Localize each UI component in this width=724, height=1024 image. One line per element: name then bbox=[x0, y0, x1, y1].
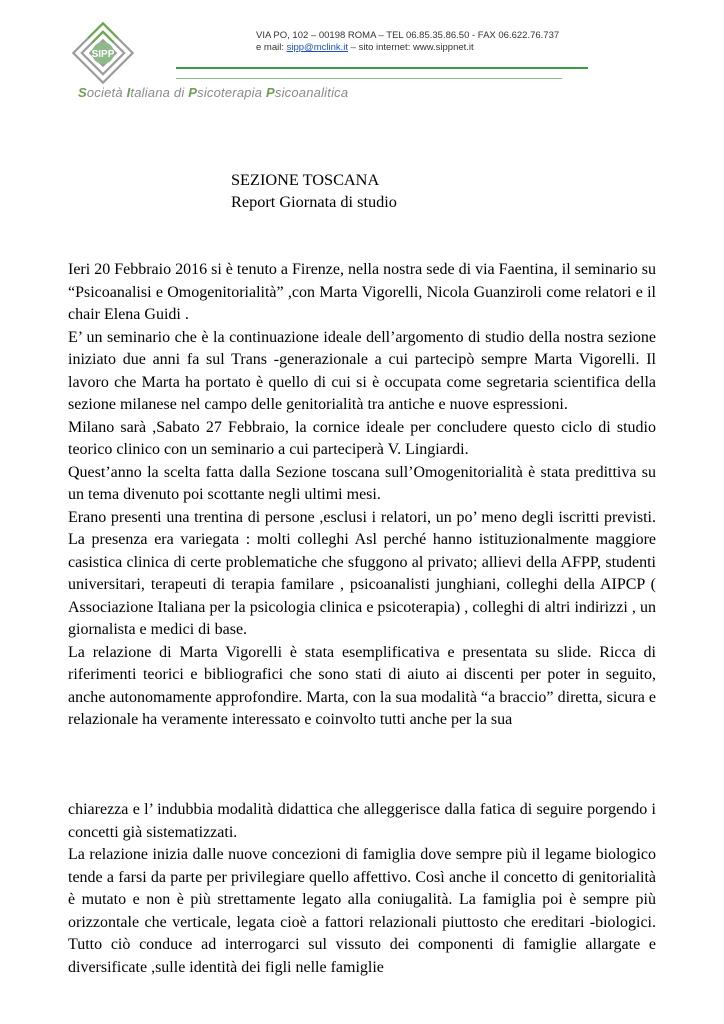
society-initial-p1: P bbox=[188, 85, 198, 100]
society-initial-s: S bbox=[78, 85, 87, 100]
society-initial-i: I bbox=[126, 85, 131, 100]
society-initial-p2: P bbox=[266, 85, 275, 100]
paragraph: Milano sarà ,Sabato 27 Febbraio, la cornice ideale per concludere questo ciclo di studio teorico clinico con un seminario a cui parteciperà V. Lingiardi. bbox=[68, 418, 656, 458]
body-text-continued bbox=[68, 799, 656, 979]
paragraph: Ieri 20 Febbraio 2016 si è tenuto a Firenze, nella nostra sede di via Faentina, il seminario su “Psicoanalisi e Omogenitorialità” ,con Marta Vigorelli, Nicola Guanziroli come relatori e il chair Elena Guidi . bbox=[68, 261, 656, 323]
society-word-2: taliana di bbox=[130, 85, 189, 100]
header-address bbox=[256, 30, 559, 54]
society-word-1: ocietà bbox=[86, 85, 127, 100]
paragraph: Quest’anno la scelta fatta dalla Sezione toscana sull’Omogenitorialità è stata predittiva su un tema divenuto poi scottante negli ultimi mesi. bbox=[68, 463, 656, 503]
email-link[interactable]: sipp@mclink.it bbox=[286, 42, 349, 53]
society-word-4: sicoanalitica bbox=[274, 85, 349, 100]
logo-text: SIPP bbox=[91, 49, 115, 60]
paragraph: La relazione di Marta Vigorelli è stata esemplificativa e presentata su slide. Ricca di riferimenti teorici e bibliografici che sono stati di aiuto ai discenti per poter in seguito, anche autonomamente approfondire. Marta, con la sua modalità “a braccio” diretta, sicura e relazionale ha veramente interessato e coinvolto tutti anche per la sua bbox=[68, 643, 656, 728]
society-word-3: sicoterapia bbox=[197, 85, 267, 100]
paragraph: E’ un seminario che è la continuazione ideale dell’argomento di studio della nostra sezione iniziato due anni fa sul Trans -generazionale a cui partecipò sempre Marta Vigorelli. Il lavoro che Marta ha portato è quello di cui si è occupata come segretaria scientifica della sezione milanese nel campo delle genitorialità tra antiche e nuove espressioni. bbox=[68, 328, 656, 413]
email-prefix: e mail: bbox=[256, 42, 287, 53]
website-text: – sito internet: www.sippnet.it bbox=[348, 42, 474, 53]
document-title bbox=[231, 169, 397, 213]
paragraph: La relazione inizia dalle nuove concezioni di famiglia dove sempre più il legame biologico tende a farsi da parte per privilegiare quello affettivo. Così anche il concetto di genitorialità è mutato e non è più strettamente legato alla coniugalità. La famiglia poi è sempre più orizzontale che verticale, legata cioè a fattori relazionali piuttosto che ereditari -biologici. Tutto ciò conduce ad interrogarci sul vissuto dei componenti di famiglie allargate e diversificate ,sulle identità dei figli nelle famiglie bbox=[68, 846, 656, 976]
contact-line bbox=[256, 42, 559, 54]
body-text-first bbox=[68, 259, 656, 732]
header-divider-top bbox=[176, 67, 588, 69]
society-name bbox=[78, 85, 348, 100]
report-subtitle: Report Giornata di studio bbox=[231, 192, 397, 211]
sipp-logo bbox=[72, 22, 134, 84]
address-line: VIA PO, 102 – 00198 ROMA – TEL 06.85.35.86.50 - FAX 06.622.76.737 bbox=[256, 30, 560, 41]
section-heading: SEZIONE TOSCANA bbox=[231, 170, 380, 189]
paragraph: chiarezza e l’ indubbia modalità didattica che alleggerisce dalla fatica di seguire porgendo i concetti già sistematizzati. bbox=[68, 801, 656, 841]
paragraph: Erano presenti una trentina di persone ,esclusi i relatori, un po’ meno degli iscritti previsti. La presenza era variegata : molti colleghi Asl perché hanno istituzionalmente maggiore casistica clinica di certe problematiche che sfuggono al privato; allievi della AFPP, studenti universitari, terapeuti di terapia familare , psicoanalisti junghiani, colleghi della AIPCP ( Associazione Italiana per la psicologia clinica e psicoterapia) , colleghi di altri indirizzi , un giornalista e medici di base. bbox=[68, 508, 656, 638]
header-divider-bottom bbox=[176, 78, 562, 79]
